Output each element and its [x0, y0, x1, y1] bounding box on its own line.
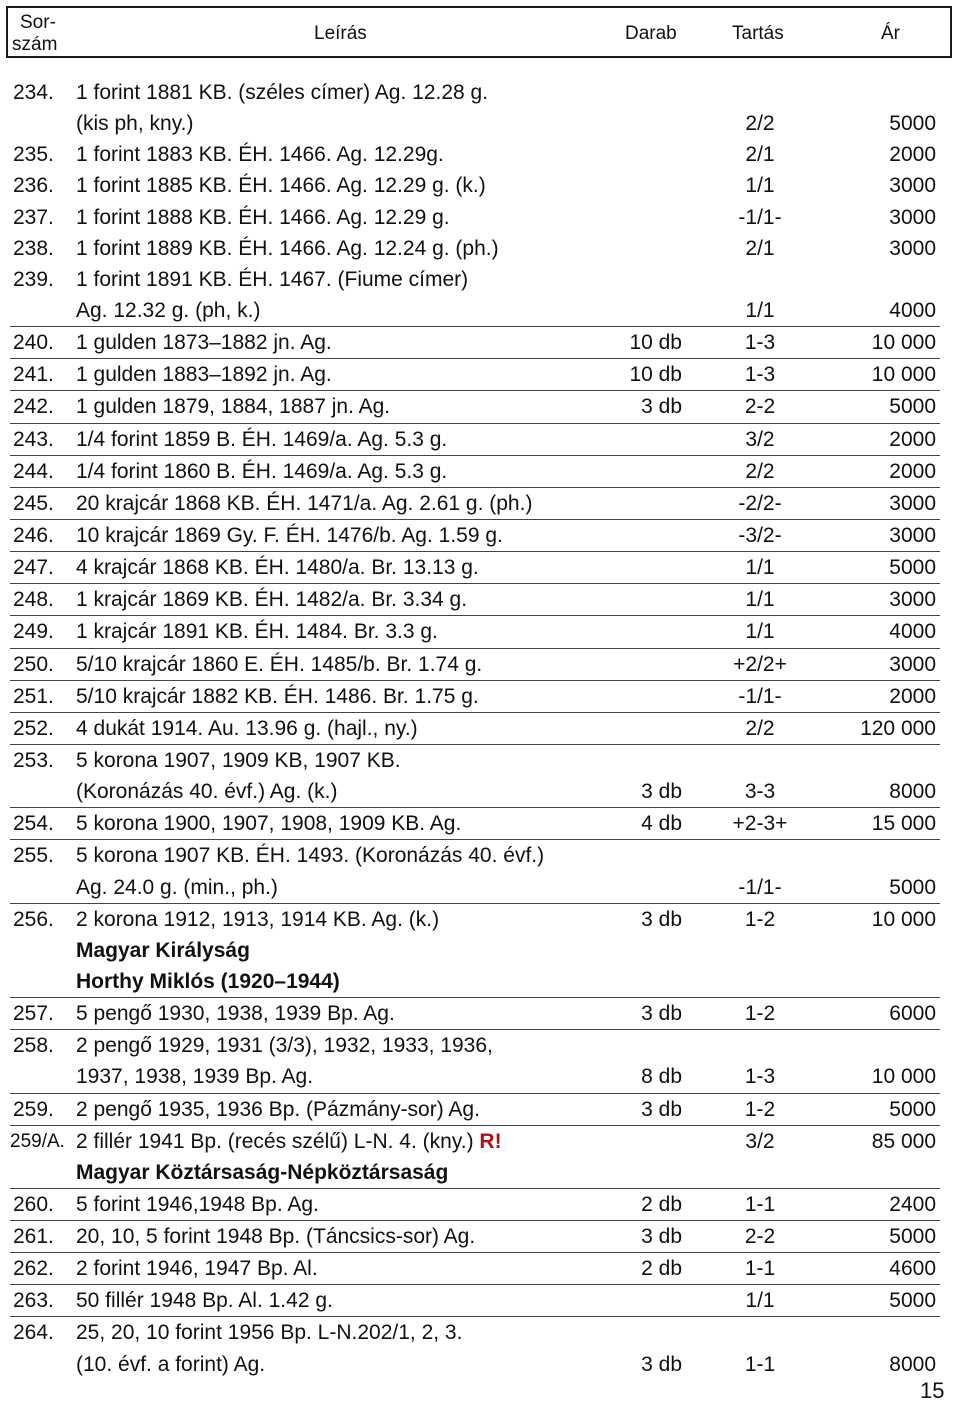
item-description: (Koronázás 40. évf.) Ag. (k.) — [76, 780, 338, 804]
item-condition: 3/2 — [745, 427, 775, 451]
item-condition: 2-2 — [744, 395, 776, 419]
table-row — [10, 455, 940, 487]
header-tartas: Tartás — [732, 23, 784, 44]
item-price: 5000 — [889, 112, 936, 136]
table-row — [10, 326, 940, 358]
item-condition: -1/1- — [738, 684, 782, 708]
catalog-table — [10, 77, 940, 1380]
item-price: 4000 — [889, 298, 936, 322]
header-sorszam-line2: szám — [12, 34, 58, 55]
item-number: 241. — [13, 363, 54, 387]
item-description: 5 pengő 1930, 1938, 1939 Bp. Ag. — [76, 1002, 395, 1026]
item-condition: -3/2- — [738, 523, 782, 547]
item-price: 5000 — [889, 1097, 936, 1121]
item-number: 263. — [13, 1289, 54, 1313]
rarity-mark: R! — [473, 1129, 502, 1153]
item-number: 243. — [13, 427, 54, 451]
item-quantity: 2 db — [641, 1192, 682, 1216]
table-row — [10, 1029, 940, 1061]
item-price: 4000 — [889, 620, 936, 644]
section-title: Magyar Királyság — [76, 938, 250, 962]
item-description: (kis ph, kny.) — [76, 112, 194, 136]
item-condition: 1/1 — [745, 174, 775, 198]
item-condition: 1/1 — [745, 588, 775, 612]
table-row — [10, 1349, 940, 1380]
item-condition: -1/1- — [738, 875, 782, 899]
table-row — [10, 202, 940, 233]
table-row — [10, 233, 940, 264]
item-price: 10 000 — [871, 363, 936, 387]
item-condition: +2/2+ — [733, 652, 787, 676]
item-price: 85 000 — [871, 1129, 936, 1153]
item-condition: 1-1 — [744, 1192, 776, 1216]
item-description: 5 forint 1946,1948 Bp. Ag. — [76, 1192, 319, 1216]
table-row — [10, 1061, 940, 1092]
item-number: 238. — [13, 236, 54, 260]
item-condition: 1/1 — [745, 556, 775, 580]
item-quantity: 3 db — [641, 1097, 682, 1121]
item-number: 259. — [13, 1097, 54, 1121]
section-heading — [10, 935, 940, 966]
item-description: 1937, 1938, 1939 Bp. Ag. — [76, 1065, 314, 1089]
item-price: 5000 — [889, 556, 936, 580]
table-row — [10, 108, 940, 139]
table-row — [10, 1316, 940, 1348]
item-price: 5000 — [889, 875, 936, 899]
item-number: 264. — [13, 1321, 54, 1345]
item-price: 3000 — [889, 652, 936, 676]
item-description: 5 korona 1907, 1909 KB, 1907 KB. — [76, 748, 401, 772]
item-description: (10. évf. a forint) Ag. — [76, 1352, 266, 1376]
item-description: 1/4 forint 1860 B. ÉH. 1469/a. Ag. 5.3 g. — [76, 459, 448, 483]
item-description: 10 krajcár 1869 Gy. F. ÉH. 1476/b. Ag. 1.59 g. — [76, 523, 503, 547]
table-row — [10, 295, 940, 326]
item-condition: 1/1 — [745, 1289, 775, 1313]
item-number: 259/A. — [10, 1130, 65, 1152]
item-description: 2 forint 1946, 1947 Bp. Al. — [76, 1257, 318, 1281]
item-quantity: 4 db — [641, 812, 682, 836]
item-description: 5 korona 1907 KB. ÉH. 1493. (Koronázás 40. évf.) — [76, 844, 545, 868]
section-title: Horthy Miklós (1920–1944) — [76, 969, 340, 993]
item-description: 5/10 krajcár 1860 E. ÉH. 1485/b. Br. 1.74 g. — [76, 652, 483, 676]
item-price: 2000 — [889, 684, 936, 708]
item-quantity: 3 db — [641, 1002, 682, 1026]
item-description: 2 fillér 1941 Bp. (recés szélű) L-N. 4. (kny.) — [76, 1129, 474, 1153]
item-description: 1 forint 1888 KB. ÉH. 1466. Ag. 12.29 g. — [76, 205, 450, 229]
page-number: 15 — [920, 1378, 945, 1403]
table-row — [10, 583, 940, 615]
item-quantity: 2 db — [641, 1257, 682, 1281]
item-price: 5000 — [889, 1225, 936, 1249]
item-number: 237. — [13, 205, 54, 229]
item-number: 257. — [13, 1002, 54, 1026]
item-price: 3000 — [889, 523, 936, 547]
table-header — [6, 6, 952, 58]
item-description: Ag. 24.0 g. (min., ph.) — [76, 875, 278, 899]
item-description: 25, 20, 10 forint 1956 Bp. L-N.202/1, 2, 3. — [76, 1321, 463, 1345]
item-condition: 3-3 — [744, 780, 776, 804]
item-price: 8000 — [889, 1352, 936, 1376]
item-condition: +2-3+ — [732, 812, 788, 836]
item-price: 15 000 — [871, 812, 936, 836]
item-quantity: 3 db — [641, 780, 682, 804]
item-condition: 1-1 — [744, 1257, 776, 1281]
item-description: 4 dukát 1914. Au. 13.96 g. (hajl., ny.) — [76, 716, 418, 740]
item-number: 239. — [13, 267, 54, 291]
item-description: 2 korona 1912, 1913, 1914 KB. Ag. (k.) — [76, 907, 440, 931]
item-number: 235. — [13, 143, 54, 167]
table-row — [10, 776, 940, 807]
item-price: 5000 — [889, 395, 936, 419]
item-quantity: 3 db — [641, 907, 682, 931]
item-price: 3000 — [889, 205, 936, 229]
table-row — [10, 997, 940, 1029]
table-row — [10, 648, 940, 680]
table-row — [10, 170, 940, 201]
item-number: 244. — [13, 459, 54, 483]
table-row — [10, 77, 940, 108]
item-description: 20 krajcár 1868 KB. ÉH. 1471/a. Ag. 2.61 g. (ph.) — [76, 491, 533, 515]
item-condition: 2/2 — [745, 112, 775, 136]
item-description: 5/10 krajcár 1882 KB. ÉH. 1486. Br. 1.75 g. — [76, 684, 479, 708]
item-price: 3000 — [889, 236, 936, 260]
item-description: 1 forint 1891 KB. ÉH. 1467. (Fiume címer) — [76, 267, 469, 291]
item-condition: 3/2 — [745, 1129, 775, 1153]
item-price: 3000 — [889, 174, 936, 198]
item-price: 2000 — [889, 427, 936, 451]
item-condition: 2/1 — [745, 236, 775, 260]
item-price: 10 000 — [871, 907, 936, 931]
header-ar: Ár — [881, 23, 900, 44]
section-heading — [10, 1157, 940, 1188]
item-description: Ag. 12.32 g. (ph, k.) — [76, 298, 261, 322]
item-description: 1 forint 1889 KB. ÉH. 1466. Ag. 12.24 g. (ph.) — [76, 236, 499, 260]
item-description: 1/4 forint 1859 B. ÉH. 1469/a. Ag. 5.3 g. — [76, 427, 448, 451]
item-number: 253. — [13, 748, 54, 772]
table-row — [10, 744, 940, 776]
item-number: 250. — [13, 652, 54, 676]
item-quantity: 3 db — [641, 1225, 682, 1249]
item-price: 10 000 — [871, 331, 936, 355]
item-number: 256. — [13, 907, 54, 931]
table-row — [10, 423, 940, 455]
item-price: 6000 — [889, 1002, 936, 1026]
table-row — [10, 903, 940, 935]
table-row — [10, 551, 940, 583]
item-price: 3000 — [889, 588, 936, 612]
header-leiras: Leírás — [314, 23, 367, 44]
item-number: 234. — [13, 81, 54, 104]
item-number: 258. — [13, 1034, 54, 1058]
item-number: 252. — [13, 716, 54, 740]
item-condition: 1-3 — [744, 363, 776, 387]
item-number: 261. — [13, 1225, 54, 1249]
item-description: 1 krajcár 1869 KB. ÉH. 1482/a. Br. 3.34 g. — [76, 588, 468, 612]
item-description-wrap — [76, 1126, 502, 1157]
table-row — [10, 1252, 940, 1284]
table-row — [10, 615, 940, 647]
item-price: 4600 — [889, 1257, 936, 1281]
item-price: 2400 — [889, 1192, 936, 1216]
item-description: 1 forint 1881 KB. (széles címer) Ag. 12.28 g. — [76, 81, 489, 104]
item-number: 251. — [13, 684, 54, 708]
item-description: 20, 10, 5 forint 1948 Bp. (Táncsics-sor) Ag. — [76, 1225, 476, 1249]
item-condition: 1-3 — [744, 1065, 776, 1089]
item-description: 1 gulden 1879, 1884, 1887 jn. Ag. — [76, 395, 391, 419]
header-darab: Darab — [625, 23, 677, 44]
item-price: 120 000 — [860, 716, 936, 740]
table-row — [10, 139, 940, 170]
table-row — [10, 1188, 940, 1220]
table-row — [10, 680, 940, 712]
section-heading — [10, 966, 940, 997]
table-row — [10, 264, 940, 295]
table-row — [10, 839, 940, 871]
item-number: 245. — [13, 491, 54, 515]
table-row — [10, 872, 940, 903]
header-sorszam-line1: Sor- — [20, 12, 56, 33]
item-number: 255. — [13, 844, 54, 868]
item-price: 10 000 — [871, 1065, 936, 1089]
item-condition: 1/1 — [745, 620, 775, 644]
table-row — [10, 519, 940, 551]
item-price: 2000 — [889, 143, 936, 167]
item-condition: -1/1- — [738, 205, 782, 229]
item-description: 2 pengő 1929, 1931 (3/3), 1932, 1933, 1936, — [76, 1034, 493, 1058]
item-quantity: 10 db — [629, 331, 682, 355]
item-description: 4 krajcár 1868 KB. ÉH. 1480/a. Br. 13.13 g. — [76, 556, 479, 580]
item-condition: 1-1 — [744, 1352, 776, 1376]
item-condition: -2/2- — [738, 491, 782, 515]
item-number: 248. — [13, 588, 54, 612]
item-condition: 2/2 — [745, 459, 775, 483]
table-row — [10, 1125, 940, 1157]
item-number: 260. — [13, 1192, 54, 1216]
item-number: 242. — [13, 395, 54, 419]
item-number: 247. — [13, 556, 54, 580]
item-description: 5 korona 1900, 1907, 1908, 1909 KB. Ag. — [76, 812, 462, 836]
section-title: Magyar Köztársaság-Népköztársaság — [76, 1160, 449, 1184]
table-row — [10, 1093, 940, 1125]
item-description: 2 pengő 1935, 1936 Bp. (Pázmány-sor) Ag. — [76, 1097, 480, 1121]
item-description: 1 forint 1885 KB. ÉH. 1466. Ag. 12.29 g. (k.) — [76, 174, 486, 198]
item-quantity: 3 db — [641, 1352, 682, 1376]
item-number: 262. — [13, 1257, 54, 1281]
table-row — [10, 487, 940, 519]
item-description: 50 fillér 1948 Bp. Al. 1.42 g. — [76, 1289, 333, 1313]
item-quantity: 3 db — [641, 395, 682, 419]
table-row — [10, 1284, 940, 1316]
item-price: 8000 — [889, 780, 936, 804]
table-row — [10, 358, 940, 390]
item-condition: 1-2 — [744, 1097, 776, 1121]
item-number: 246. — [13, 523, 54, 547]
item-price: 5000 — [889, 1289, 936, 1313]
item-condition: 2/2 — [745, 716, 775, 740]
item-number: 236. — [13, 174, 54, 198]
item-number: 240. — [13, 331, 54, 355]
item-quantity: 8 db — [641, 1065, 682, 1089]
item-condition: 1-3 — [744, 331, 776, 355]
table-row — [10, 807, 940, 839]
item-number: 249. — [13, 620, 54, 644]
item-number: 254. — [13, 812, 54, 836]
item-description: 1 forint 1883 KB. ÉH. 1466. Ag. 12.29g. — [76, 143, 444, 167]
table-row — [10, 390, 940, 422]
item-quantity: 10 db — [629, 363, 682, 387]
table-row — [10, 1220, 940, 1252]
item-condition: 2-2 — [744, 1225, 776, 1249]
item-description: 1 gulden 1873–1882 jn. Ag. — [76, 331, 332, 355]
table-row — [10, 712, 940, 744]
item-price: 2000 — [889, 459, 936, 483]
item-condition: 1-2 — [744, 907, 776, 931]
item-condition: 1-2 — [744, 1002, 776, 1026]
item-condition: 1/1 — [745, 298, 775, 322]
item-condition: 2/1 — [745, 143, 775, 167]
item-description: 1 krajcár 1891 KB. ÉH. 1484. Br. 3.3 g. — [76, 620, 438, 644]
item-description: 1 gulden 1883–1892 jn. Ag. — [76, 363, 332, 387]
item-price: 3000 — [889, 491, 936, 515]
